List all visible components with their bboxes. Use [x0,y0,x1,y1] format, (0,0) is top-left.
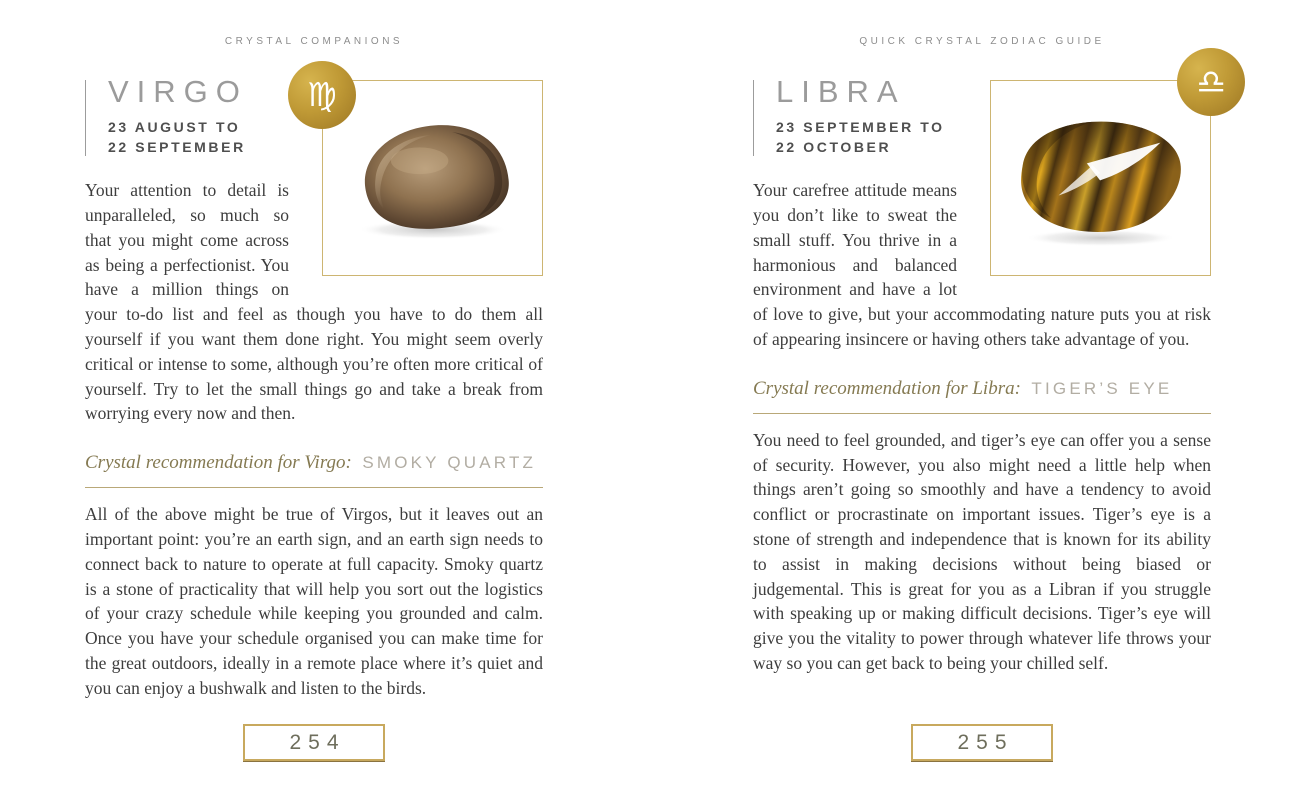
libra-title-block [753,75,1211,157]
libra-badge [1177,48,1245,116]
virgo-badge [288,61,356,129]
left-page-virgo [85,0,543,800]
crystal-name: SMOKY QUARTZ [362,453,537,473]
sign-dates [776,118,1211,157]
date-line-2: 22 OCTOBER [776,138,892,155]
sign-title: VIRGO [108,74,248,109]
sign-title: LIBRA [776,74,906,109]
right-page-libra [753,0,1226,800]
libra-body-paragraph: You need to feel grounded, and tiger’s eye can offer you a sense of security. However, you also might need a little help when things aren’t going so smoothly and have a tendency to avoid conflict or procrastinate on important issues. Tiger’s eye is a stone of strength and independence that is known for its ability to assist in making decisions without being biased or judgemental. This is great for you as a Libran if you struggle with speaking up or making difficult decisions. Tiger’s eye will give you the vitality to power through whatever life throws your way so you can get back to being your chilled self. [753,429,1211,674]
virgo-body-paragraph: All of the above might be true of Virgos, but it leaves out an important point: you’re an earth sign, and an earth sign needs to connect back to nature to operate at full capacity. Smoky quartz is a stone of practicality that will help you sort out the logistics of your crazy schedule while keeping you grounded and calm. Once you have your schedule organised you can make time for the great outdoors, ideally in a remote place where it’s quiet and you can enjoy a bushwalk and listen to the birds. [85,504,543,698]
page-number-box-right [911,724,1053,761]
page-number: 254 [289,730,346,754]
virgo-recommendation-row [85,452,543,488]
virgo-intro-paragraph: Your attention to detail is unparalleled, so much so that you might come across as being a perfectionist. You have a million things on your to-do list and feel as though you have to do them all yourself if you want them done right. You might seem overly critical or intense to some, although you’re often more critical of yourself. Try to let the small things go and take a break from worrying every now and then. [85,180,543,424]
virgo-symbol-icon: ♍ [307,74,337,114]
libra-symbol-icon: ♎ [1196,61,1226,101]
date-line-2: 22 SEPTEMBER [108,138,246,155]
recommendation-label: Crystal recommendation for Virgo: [85,452,352,474]
recommendation-label: Crystal recommendation for Libra: [753,377,1021,399]
running-header-left: CRYSTAL COMPANIONS [224,36,404,47]
page-number-box-left [243,724,385,761]
date-line-1: 23 SEPTEMBER TO [776,119,945,136]
running-header-right: QUICK CRYSTAL ZODIAC GUIDE [859,36,1105,47]
page-number: 255 [957,730,1014,754]
date-line-1: 23 AUGUST TO [108,119,241,136]
libra-intro-paragraph: Your carefree attitude means you don’t like to sweat the small stuff. You thrive in a harmonious and balanced environment and have a lot of love to give, but your accommodating nature puts you at risk of appearing insincere or having others take advantage of you. [753,180,1211,350]
libra-recommendation-row [753,378,1211,414]
crystal-name: TIGER’S EYE [1031,378,1173,398]
